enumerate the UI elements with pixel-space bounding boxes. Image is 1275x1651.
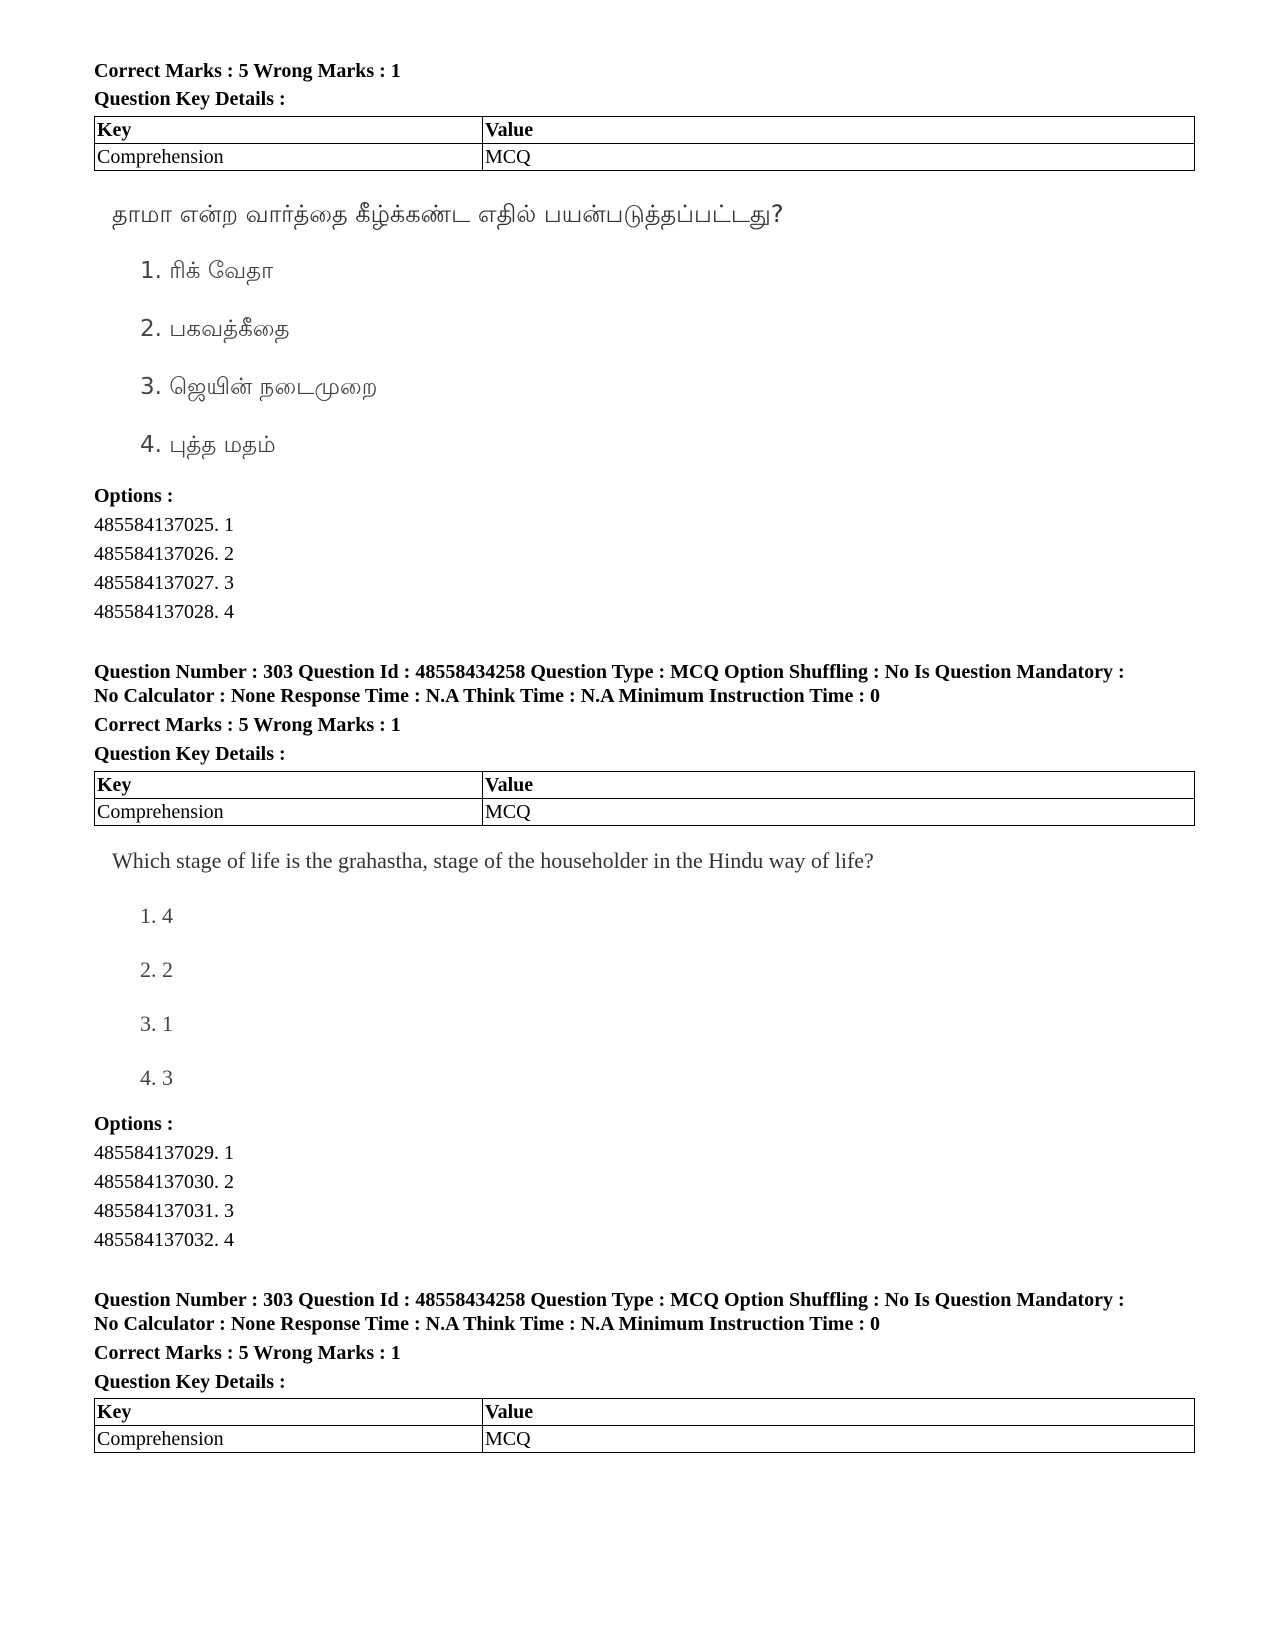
choice-4: 4. புத்த மதம் [140, 432, 276, 458]
table-row [95, 144, 1195, 171]
question-key-table [94, 1398, 1195, 1453]
value-cell: MCQ [483, 1426, 1195, 1453]
question-header-line-2: No Calculator : None Response Time : N.A Think Time : N.A Minimum Instruction Time : 0 [94, 685, 880, 707]
question-text: Which stage of life is the grahastha, stage of the householder in the Hindu way of life? [112, 848, 874, 873]
option-id-line: 485584137027. 3 [94, 572, 234, 594]
option-id-line: 485584137032. 4 [94, 1229, 234, 1251]
key-cell: Comprehension [95, 1426, 483, 1453]
key-header: Key [95, 772, 483, 799]
key-details-label: Question Key Details : [94, 88, 286, 110]
key-cell: Comprehension [95, 144, 483, 171]
choice-1: 1. ரிக் வேதா [140, 258, 274, 284]
table-header-row [95, 1399, 1195, 1426]
option-id-line: 485584137030. 2 [94, 1171, 234, 1193]
marks-line: Correct Marks : 5 Wrong Marks : 1 [94, 714, 401, 736]
key-details-label: Question Key Details : [94, 743, 286, 765]
value-cell: MCQ [483, 799, 1195, 826]
question-header-line-1: Question Number : 303 Question Id : 48558434258 Question Type : MCQ Option Shuffling : No Is Question Mandatory : [94, 661, 1125, 683]
key-details-label: Question Key Details : [94, 1371, 286, 1393]
value-header: Value [483, 772, 1195, 799]
choice-4: 4. 3 [140, 1065, 173, 1090]
choice-3: 3. 1 [140, 1011, 173, 1036]
table-header-row [95, 772, 1195, 799]
option-id-line: 485584137031. 3 [94, 1200, 234, 1222]
option-id-line: 485584137026. 2 [94, 543, 234, 565]
value-header: Value [483, 1399, 1195, 1426]
question-key-table [94, 771, 1195, 826]
table-row [95, 799, 1195, 826]
choice-2: 2. பகவத்கீதை [140, 316, 290, 342]
question-text: தாமா என்ற வார்த்தை கீழ்க்கண்ட எதில் பயன்படுத்தப்பட்டது? [112, 200, 784, 228]
choice-1: 1. 4 [140, 903, 173, 928]
options-label: Options : [94, 485, 174, 507]
table-header-row [95, 117, 1195, 144]
options-label: Options : [94, 1113, 174, 1135]
option-id-line: 485584137029. 1 [94, 1142, 234, 1164]
choice-2: 2. 2 [140, 957, 173, 982]
question-header-line-2: No Calculator : None Response Time : N.A Think Time : N.A Minimum Instruction Time : 0 [94, 1313, 880, 1335]
question-key-table [94, 116, 1195, 171]
key-cell: Comprehension [95, 799, 483, 826]
marks-line: Correct Marks : 5 Wrong Marks : 1 [94, 60, 401, 82]
value-cell: MCQ [483, 144, 1195, 171]
key-header: Key [95, 117, 483, 144]
value-header: Value [483, 117, 1195, 144]
option-id-line: 485584137025. 1 [94, 514, 234, 536]
table-row [95, 1426, 1195, 1453]
question-header-line-1: Question Number : 303 Question Id : 48558434258 Question Type : MCQ Option Shuffling : No Is Question Mandatory : [94, 1289, 1125, 1311]
option-id-line: 485584137028. 4 [94, 601, 234, 623]
choice-3: 3. ஜெயின் நடைமுறை [140, 374, 378, 400]
marks-line: Correct Marks : 5 Wrong Marks : 1 [94, 1342, 401, 1364]
key-header: Key [95, 1399, 483, 1426]
